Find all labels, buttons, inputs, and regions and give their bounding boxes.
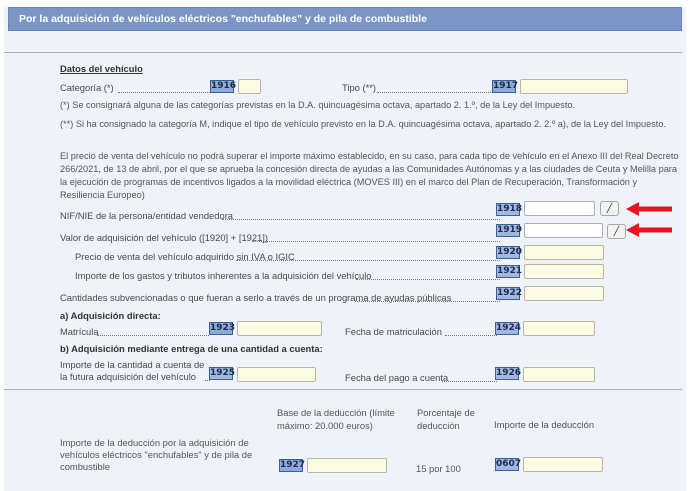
col-header-base-line1: Base de la deducción (límite <box>277 407 395 418</box>
pencil-icon: ╱ <box>613 226 620 236</box>
leader-dots <box>377 92 495 93</box>
nif-edit-button[interactable] <box>600 201 619 216</box>
note-precio-maximo: El precio de venta del vehículo no podrá superar el importe máximo establecido, en su caso, para cada tipo de vehículo en el Anexo III del Real Decreto 266/2021, de 13 de abril, por el que se aprueba la concesión directa de ayudas a las Comunidades Autónomas y a las ciudades de Ceuta y Melilla para la ejecución de programas de incentivos ligados a la movilidad eléctrica (MOVES III) en el marco del Plan de Recuperación, Transformación y Resiliencia Europeo) <box>60 151 679 200</box>
box-code-1916: 1916 <box>211 81 237 91</box>
direct-acquisition-title: a) Adquisición directa: <box>60 310 161 321</box>
fecha-pago-input[interactable] <box>523 367 595 382</box>
divider <box>4 389 682 390</box>
categoria-label: Categoría (*) <box>60 82 114 93</box>
top-strip <box>0 0 690 7</box>
subvenciones-label: Cantidades subvencionadas o que fueran a serlo a través de un programa de ayudas públicas <box>60 292 452 303</box>
box-code-1921: 1921 <box>497 266 523 276</box>
col-header-percentage-line1: Porcentaje de <box>417 407 475 418</box>
gastos-label: Importe de los gastos y tributos inherentes a la adquisición del vehículo <box>75 270 372 281</box>
vehicle-data-title: Datos del vehículo <box>60 63 143 74</box>
leader-dots <box>205 380 210 381</box>
tipo-label: Tipo (**) <box>342 82 377 93</box>
matricula-input[interactable] <box>237 321 322 336</box>
importe-cuenta-input[interactable] <box>237 367 316 382</box>
subvenciones-input[interactable] <box>524 286 604 301</box>
fecha-matriculacion-input[interactable] <box>523 321 595 336</box>
col-header-percentage-line2: deducción <box>417 420 460 431</box>
matricula-label: Matrícula <box>60 326 99 337</box>
fecha-matriculacion-label: Fecha de matriculación <box>345 326 442 337</box>
precio-input[interactable] <box>524 245 604 260</box>
deduction-row-label-line2: vehículos eléctricos "enchufables" y de pila de <box>60 449 253 460</box>
importe-cuenta-label-line1: Importe de la cantidad a cuenta de <box>60 359 205 370</box>
gastos-input[interactable] <box>524 264 604 279</box>
pencil-icon: ╱ <box>606 203 613 213</box>
note-categoria: (*) Se consignará alguna de las categorías previstas en la D.A. quincuagésima octava, apartado 2. 1.º, de la Ley del Impuesto. <box>60 100 576 110</box>
red-arrow-icon <box>626 223 672 237</box>
leader-dots <box>252 241 500 242</box>
importe-cuenta-label <box>60 359 204 383</box>
valor-edit-button[interactable] <box>607 224 626 239</box>
box-code-1923: 1923 <box>210 323 236 333</box>
leader-dots <box>236 260 500 261</box>
deduction-row-label-line1: Importe de la deducción por la adquisición de <box>60 437 249 448</box>
categoria-input[interactable] <box>238 79 261 94</box>
box-code-1924: 1924 <box>496 323 522 333</box>
box-code-0607: 0607 <box>496 459 522 469</box>
col-header-importe: Importe de la deducción <box>494 419 595 430</box>
precio-label: Precio de venta del vehículo adquirido sin IVA o IGIC <box>75 251 295 262</box>
valor-label: Valor de adquisición del vehículo ([1920] + [1921]) <box>60 232 269 243</box>
base-deduccion-input[interactable] <box>307 458 387 473</box>
box-code-1920: 1920 <box>497 247 523 257</box>
box-code-1917: 1917 <box>493 81 519 91</box>
nif-input[interactable] <box>524 201 595 216</box>
leader-dots <box>118 92 214 93</box>
box-code-1925: 1925 <box>210 368 236 378</box>
leader-dots <box>445 335 497 336</box>
col-header-base <box>277 406 395 432</box>
col-header-percentage <box>417 406 475 432</box>
leader-dots <box>97 335 209 336</box>
divider <box>4 52 682 53</box>
nif-label: NIF/NIE de la persona/entidad vendedora <box>60 210 234 221</box>
note-tipo: (**) Si ha consignado la categoría M, indique el tipo de vehículo previsto en la D.A. quincuagésima octava, apartado 2. 2.º a), de la Ley del Impuesto. <box>60 119 667 129</box>
account-acquisition-title: b) Adquisición mediante entrega de una cantidad a cuenta: <box>60 343 323 354</box>
deduction-row-label <box>60 437 252 473</box>
leader-dots <box>442 381 497 382</box>
importe-cuenta-label-line2: la futura adquisición del vehículo <box>60 371 197 382</box>
box-code-1926: 1926 <box>496 368 522 378</box>
box-code-1922: 1922 <box>497 288 523 298</box>
col-header-base-line2: máximo: 20.000 euros) <box>277 420 373 431</box>
deduction-row-label-line3: combustible <box>60 461 111 472</box>
box-code-1918: 1918 <box>497 204 523 214</box>
box-code-1919: 1919 <box>497 225 523 235</box>
leader-dots <box>355 301 500 302</box>
leader-dots <box>356 279 500 280</box>
percentage-value: 15 por 100 <box>416 463 461 474</box>
box-code-1927: 1927 <box>280 460 306 470</box>
valor-input[interactable] <box>524 223 603 238</box>
tipo-input[interactable] <box>520 79 628 94</box>
importe-deduccion-input[interactable] <box>523 457 603 472</box>
section-header: Por la adquisición de vehículos eléctricos "enchufables" y de pila de combustible <box>8 7 682 31</box>
fecha-pago-label: Fecha del pago a cuenta <box>345 372 449 383</box>
red-arrow-icon <box>626 202 672 216</box>
leader-dots <box>222 219 500 220</box>
